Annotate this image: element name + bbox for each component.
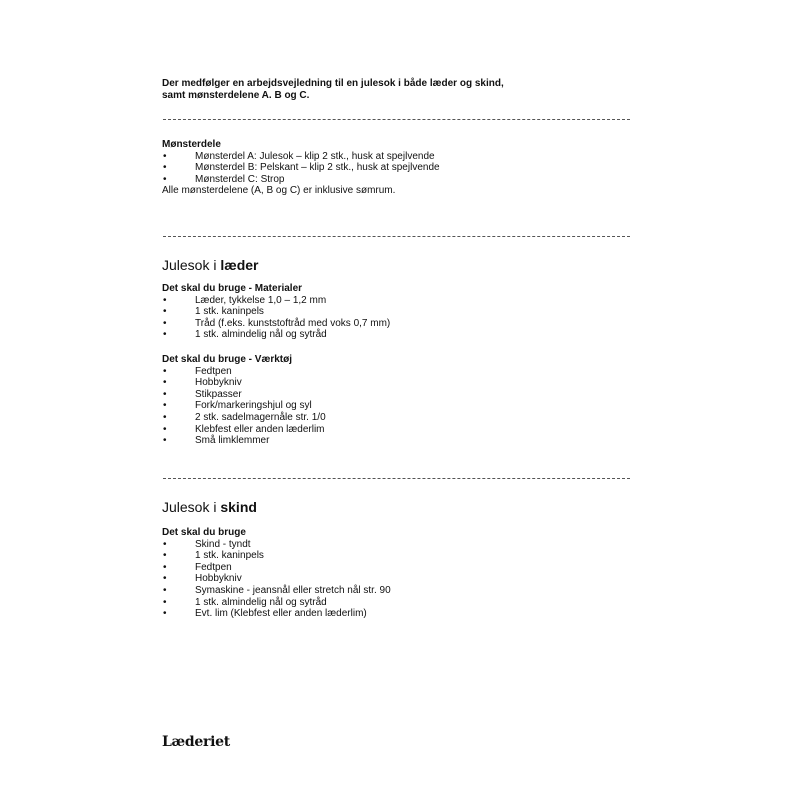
list-item: [162, 306, 302, 318]
list-item-text: Skind - tyndt: [195, 538, 251, 550]
list-item-text: 1 stk. almindelig nål og sytråd: [195, 329, 327, 341]
heading-text: Julesok i: [162, 499, 221, 515]
bullet-icon: •: [163, 294, 167, 306]
bullet-icon: •: [163, 538, 167, 550]
list-item-text: 1 stk. almindelig nål og sytråd: [195, 596, 327, 608]
bullet-icon: •: [163, 150, 167, 162]
list-item: [162, 550, 264, 562]
bullet-icon: •: [163, 596, 167, 608]
bullet-icon: •: [163, 561, 167, 573]
bullet-icon: •: [163, 435, 167, 447]
leather-tools: [162, 354, 326, 447]
list-item: [162, 596, 327, 609]
list-item: [162, 562, 246, 574]
section-title: Det skal du bruge - Materialer: [162, 283, 303, 294]
intro-line: samt mønsterdelene A. B og C.: [162, 89, 310, 101]
list-item: [162, 162, 440, 174]
list-item: [162, 377, 292, 389]
list-item: [162, 174, 395, 186]
list-item-text: Hobbykniv: [195, 377, 242, 389]
bullet-icon: •: [163, 377, 167, 389]
patterns-note: Alle mønsterdelene (A, B og C) er inklusive sømrum.: [162, 185, 396, 197]
list-item-text: 1 stk. kaninpels: [195, 550, 264, 562]
bullet-icon: •: [163, 306, 167, 318]
list-item-text: Fedtpen: [195, 561, 232, 573]
leather-materials: [162, 283, 391, 341]
list-item-text: Mønsterdel B: Pelskant – klip 2 stk., husk at spejlvende: [195, 162, 440, 174]
list-item-text: Stikpasser: [195, 388, 242, 400]
list-item: [162, 150, 435, 163]
list-item-text: Evt. lim (Klebfest eller anden læderlim): [195, 608, 367, 620]
list-item-text: 1 stk. kaninpels: [195, 306, 264, 318]
divider: [163, 119, 630, 120]
bullet-icon: •: [163, 173, 167, 185]
skin-materials: [162, 527, 391, 620]
list-item-text: Klebfest eller anden læderlim: [195, 423, 325, 435]
list-item-text: Mønsterdel A: Julesok – klip 2 stk., husk at spejlvende: [195, 150, 435, 162]
section-title: Det skal du bruge - Værktøj: [162, 354, 293, 365]
list-item: [162, 329, 327, 341]
list-item-text: Fork/markeringshjul og syl: [195, 400, 312, 412]
list-item: [162, 538, 251, 551]
intro: [162, 78, 504, 101]
section-title: Det skal du bruge: [162, 527, 246, 538]
bullet-icon: •: [163, 329, 167, 341]
list-item: [162, 389, 292, 401]
skin-list: [162, 538, 391, 620]
list-item-text: Hobbykniv: [195, 573, 242, 585]
list-item-text: 2 stk. sadelmagernåle str. 1/0: [195, 411, 326, 423]
heading-bold: læder: [220, 257, 259, 273]
list-item: [162, 435, 292, 447]
bullet-icon: •: [163, 573, 167, 585]
list-item: [162, 584, 391, 597]
list-item: [162, 366, 292, 378]
list-item: [162, 411, 326, 424]
bullet-icon: •: [163, 388, 167, 400]
materials-list: [162, 294, 391, 341]
bullet-icon: •: [163, 400, 167, 412]
list-item: [162, 400, 312, 412]
leather-heading: [162, 257, 258, 273]
list-item: [162, 423, 325, 436]
tools-list: [162, 365, 326, 447]
section-title: Mønsterdele: [162, 139, 221, 150]
bullet-icon: •: [163, 550, 167, 562]
bullet-icon: •: [163, 411, 167, 423]
bullet-icon: •: [163, 584, 167, 596]
pattern-list: [162, 150, 440, 186]
list-item-text: Symaskine - jeansnål eller stretch nål str. 90: [195, 584, 391, 596]
skin-heading: [162, 499, 257, 515]
list-item: [162, 608, 367, 620]
list-item: [162, 317, 391, 330]
bullet-icon: •: [163, 608, 167, 620]
list-item: [162, 294, 327, 307]
list-item-text: Fedtpen: [195, 365, 232, 377]
list-item-text: Tråd (f.eks. kunststoftråd med voks 0,7 mm): [195, 317, 391, 329]
divider: [163, 236, 630, 237]
bullet-icon: •: [163, 423, 167, 435]
bullet-icon: •: [163, 365, 167, 377]
divider: [163, 478, 630, 479]
heading-text: Julesok i: [162, 257, 221, 273]
heading-bold: skind: [220, 499, 257, 515]
laederiet-logo: Læderiet: [162, 734, 230, 750]
intro-line: Der medfølger en arbejdsvejledning til en julesok i både læder og skind,: [162, 78, 504, 89]
list-item-text: Læder, tykkelse 1,0 – 1,2 mm: [195, 294, 327, 306]
list-item-text: Mønsterdel C: Strop: [195, 173, 285, 185]
bullet-icon: •: [163, 162, 167, 174]
patterns-section: [162, 139, 440, 197]
list-item-text: Små limklemmer: [195, 435, 270, 447]
list-item: [162, 573, 246, 585]
bullet-icon: •: [163, 317, 167, 329]
